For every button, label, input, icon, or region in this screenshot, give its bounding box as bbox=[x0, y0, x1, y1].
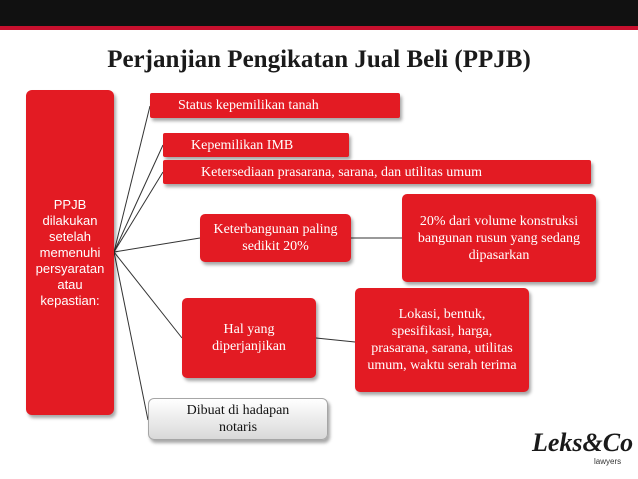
item-lokasi-bentuk: Lokasi, bentuk, spesifikasi, harga, prasarana, sarana, utilitas umum, waktu serah terima bbox=[355, 288, 529, 392]
item-volume-konstruksi: 20% dari volume konstruksi bangunan rusun yang sedang dipasarkan bbox=[402, 194, 596, 282]
connector-imb bbox=[114, 145, 163, 252]
slide-title: Perjanjian Pengikatan Jual Beli (PPJB) bbox=[107, 46, 531, 73]
connector-hal bbox=[114, 252, 182, 338]
connector-keterbangunan bbox=[114, 238, 200, 252]
item-hal-diperjanjikan: Hal yang diperjanjikan bbox=[182, 298, 316, 378]
note-text: Dibuat di hadapan notaris bbox=[186, 403, 290, 435]
connector-note bbox=[114, 252, 148, 420]
connector-status bbox=[114, 106, 150, 252]
logo-text: Leks&Co bbox=[532, 428, 634, 457]
item-status-kepemilikan: Status kepemilikan tanah bbox=[150, 93, 400, 118]
logo-subtitle: lawyers bbox=[594, 457, 622, 466]
connector-utilitas bbox=[114, 172, 163, 252]
root-box: PPJB dilakukan setelah memenuhi persyaratan atau kepastian: bbox=[26, 90, 114, 415]
connector-lokasi bbox=[316, 338, 355, 342]
company-logo bbox=[532, 424, 632, 472]
item-kepemilikan-imb: Kepemilikan IMB bbox=[163, 133, 349, 157]
item-ketersediaan-utilitas: Ketersediaan prasarana, sarana, dan utilitas umum bbox=[163, 160, 591, 184]
item-keterbangunan: Keterbangunan paling sedikit 20% bbox=[200, 214, 351, 262]
note-notaris bbox=[148, 398, 328, 440]
